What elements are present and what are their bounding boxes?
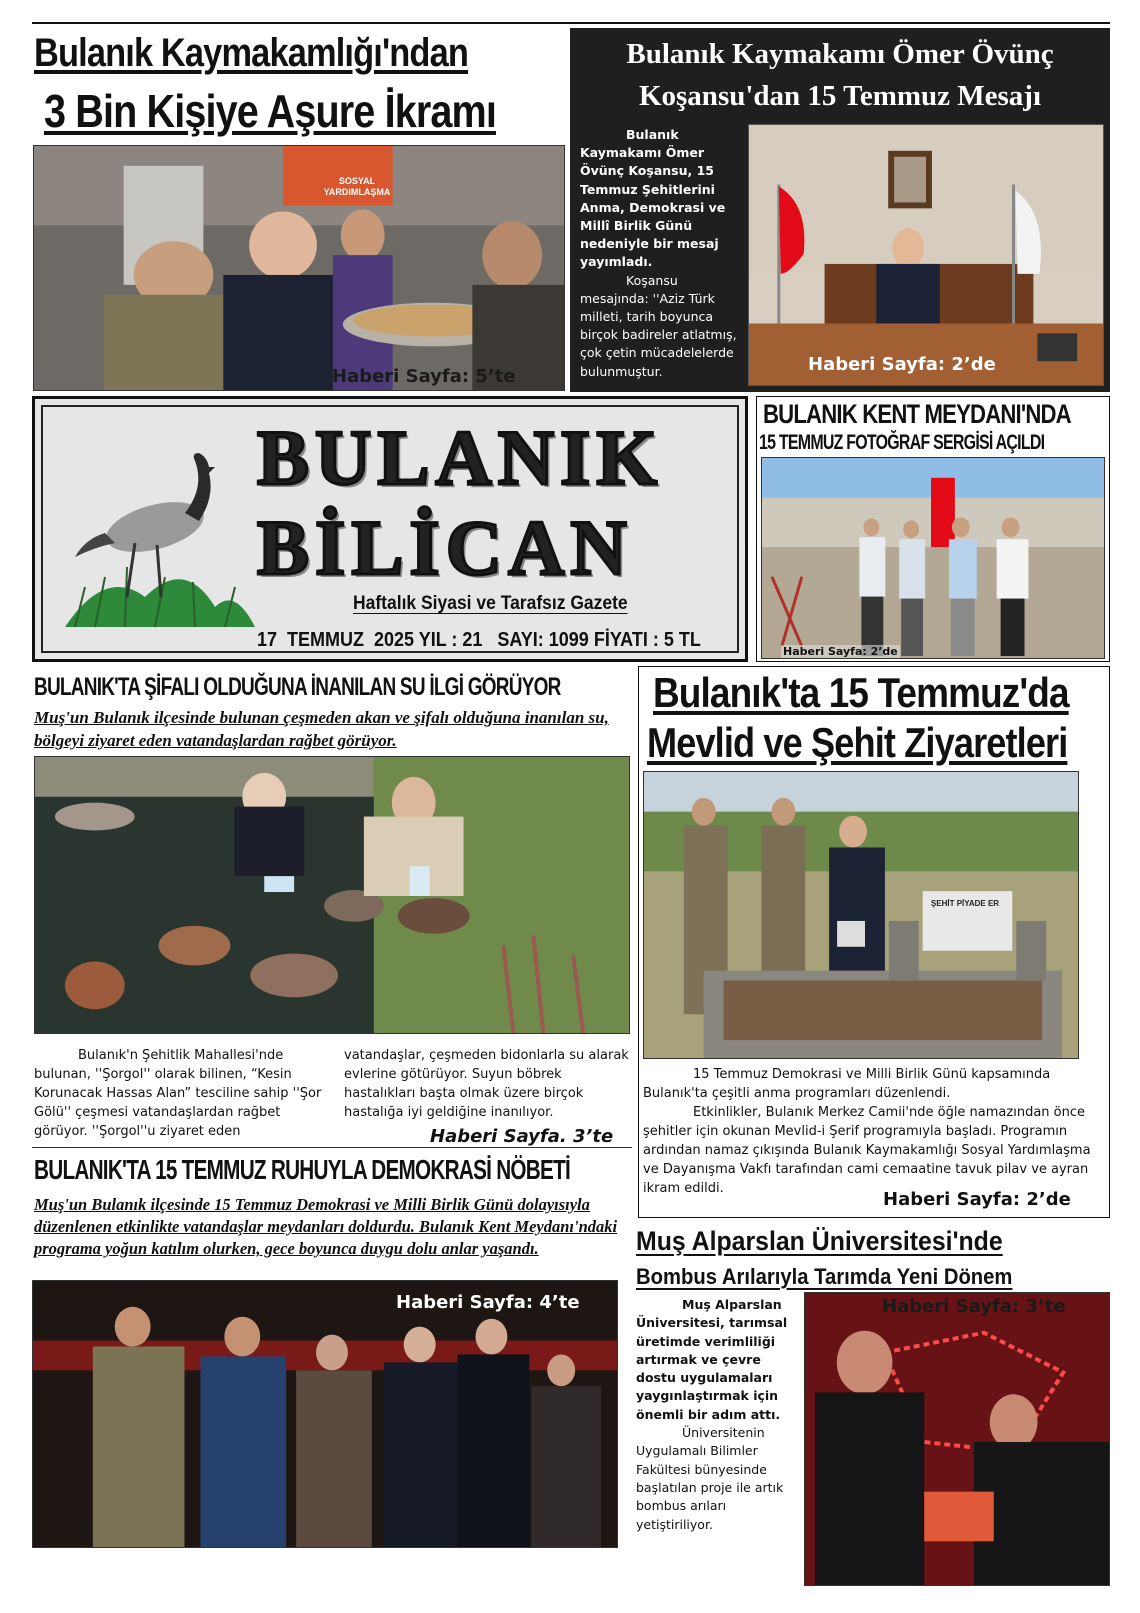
lead-bold: Muş Alparslan Üniversitesi, tarımsal üretimde verimliliği artırmak ve çevre dostu uygulamaları yaygınlaştırmak için önemli bir adım attı.: [636, 1297, 788, 1422]
page-reference: Haberi Sayfa. 3’te: [430, 1126, 614, 1147]
bumblebee-lab-photo: [804, 1292, 1110, 1586]
article-text: [580, 126, 744, 381]
crane-logo-icon: [65, 447, 255, 637]
exhibit-photo: [761, 457, 1105, 659]
lead-bold: Bulanık Kaymakamı Ömer Övünç Koşansu, 15 Temmuz Şehitlerini Anma, Demokrasi ve Millî Birlik Günü nedeniyle bir mesaj yayımladı.: [580, 127, 726, 270]
paragraph: Etkinlikler, Bulanık Merkez Camii'nde öğle namazından önce şehitler için okunan Mevlid-i Şerif programıyla başladı. Programın ardından namaz çıkışında Bulanık Kaymakamlığı Sosyal Yardımlaşma ve Dayanışma Vakfı tarafından cami cemaatine tavuk pilav ve ayran ikram edildi.: [643, 1105, 1091, 1196]
headline: BULANIK KENT MEYDANI'NDA: [763, 399, 1071, 429]
body-regular: Üniversitenin Uygulamalı Bilimler Fakültesi bünyesinde başlatılan proje ile artık bombus arıları yetiştiriliyor.: [636, 1425, 784, 1532]
headline: 15 TEMMUZ FOTOĞRAF SERGİSİ AÇILDI: [759, 431, 1045, 454]
page-reference: Haberi Sayfa: 2’de: [883, 1189, 1071, 1210]
story-photo-exhibit: [756, 396, 1110, 662]
headline: Bulanık'ta 15 Temmuz'da: [653, 669, 1069, 716]
asure-photo: [33, 145, 565, 391]
headline: Bulanık Kaymakamı Ömer Övünç: [626, 38, 1054, 70]
headline: 3 Bin Kişiye Aşure İkramı: [44, 85, 496, 137]
story-kosansu: [570, 28, 1110, 392]
headline: Muş Alparslan Üniversitesi'nde: [636, 1226, 1003, 1256]
story-mevlid: [638, 666, 1110, 1218]
body-regular: Koşansu mesajında: ''Aziz Türk milleti, tarih boyunca birçok badireler atlatmış, çok çetin mücadelelerde bulunmuştur.: [580, 272, 737, 379]
subheadline: Muş'un Bulanık ilçesinde bulunan çeşmeden akan ve şifalı olduğuna inanılan su, bölgeyi ziyaret eden vatandaşlardan rağbet görüyor.: [34, 708, 609, 750]
headline: Mevlid ve Şehit Ziyaretleri: [647, 719, 1068, 766]
grave-visit-photo: [643, 771, 1079, 1059]
page-reference: Haberi Sayfa: 4’te: [396, 1292, 580, 1313]
kaymakam-photo: [748, 124, 1104, 386]
headline: Koşansu'dan 15 Temmuz Mesajı: [638, 80, 1042, 112]
page-reference: Haberi Sayfa: 5’te: [332, 366, 516, 387]
article-text: [643, 1065, 1103, 1198]
story-healing-water: [32, 672, 632, 1148]
page-reference: Haberi Sayfa: 3’te: [882, 1296, 1066, 1317]
page-reference: Haberi Sayfa: 2’de: [808, 354, 996, 375]
headline: Bombus Arılarıyla Tarımda Yeni Dönem: [636, 1264, 1013, 1289]
masthead: [32, 396, 748, 662]
headline: Bulanık Kaymakamlığı'ndan: [34, 31, 469, 75]
gravestone-text: ŞEHİT PİYADE ER: [930, 899, 1000, 908]
top-rule: [32, 22, 1110, 24]
masthead-tagline: Haftalık Siyasi ve Tarafsız Gazete: [353, 593, 628, 614]
page-reference: Haberi Sayfa: 2’de: [783, 645, 898, 658]
story-bumblebees: [636, 1224, 1110, 1590]
article-column: vatandaşlar, çeşmeden bidonlarla su alarak evlerine götürüyor. Suyun böbrek hastalıkları başta olmak üzere birçok hastalığa iyi geldiğine inanılıyor.: [344, 1048, 629, 1120]
article-column: Bulanık'n Şehitlik Mahallesi'nde bulunan, ''Şorgol'' olarak bilinen, “Kesin Korunacak Hassas Alan” tesciline sahip ''Şor Gölü'' çeşmesi vatandaşlardan rağbet görüyor. ''Şorgol''u ziyaret eden: [34, 1048, 322, 1139]
photo-sign: SOSYAL YARDIMLAŞMA: [323, 176, 391, 197]
paragraph: 15 Temmuz Demokrasi ve Milli Birlik Günü kapsamında Bulanık'ta çeşitli anma programları düzenlendi.: [643, 1067, 1051, 1101]
headline: BULANIK'TA 15 TEMMUZ RUHUYLA DEMOKRASİ NÖBETİ: [34, 1154, 571, 1185]
headline: BULANIK'TA ŞİFALI OLDUĞUNA İNANILAN SU İLGİ GÖRÜYOR: [34, 673, 561, 701]
masthead-title: BİLİCAN: [257, 504, 633, 591]
democracy-photo: [32, 1280, 618, 1548]
story-democracy-watch: [32, 1150, 632, 1590]
article-text: [636, 1296, 798, 1534]
masthead-title: BULANIK: [257, 414, 664, 501]
section-divider: [32, 1147, 632, 1148]
story-asure: [32, 28, 566, 392]
spring-photo: [34, 756, 630, 1034]
issue-info: 17 TEMMUZ 2025 YIL : 21 SAYI: 1099 FİYATI : 5 TL: [257, 629, 701, 651]
subheadline: Muş'un Bulanık ilçesinde 15 Temmuz Demokrasi ve Milli Birlik Günü dolayısıyla düzenlenen etkinlikte vatandaşlar meydanları doldurdu. Bulanık Kent Meydanı'ndaki programa yoğun katılım olurken, gece boyunca duygu dolu anlar yaşandı.: [34, 1195, 618, 1258]
